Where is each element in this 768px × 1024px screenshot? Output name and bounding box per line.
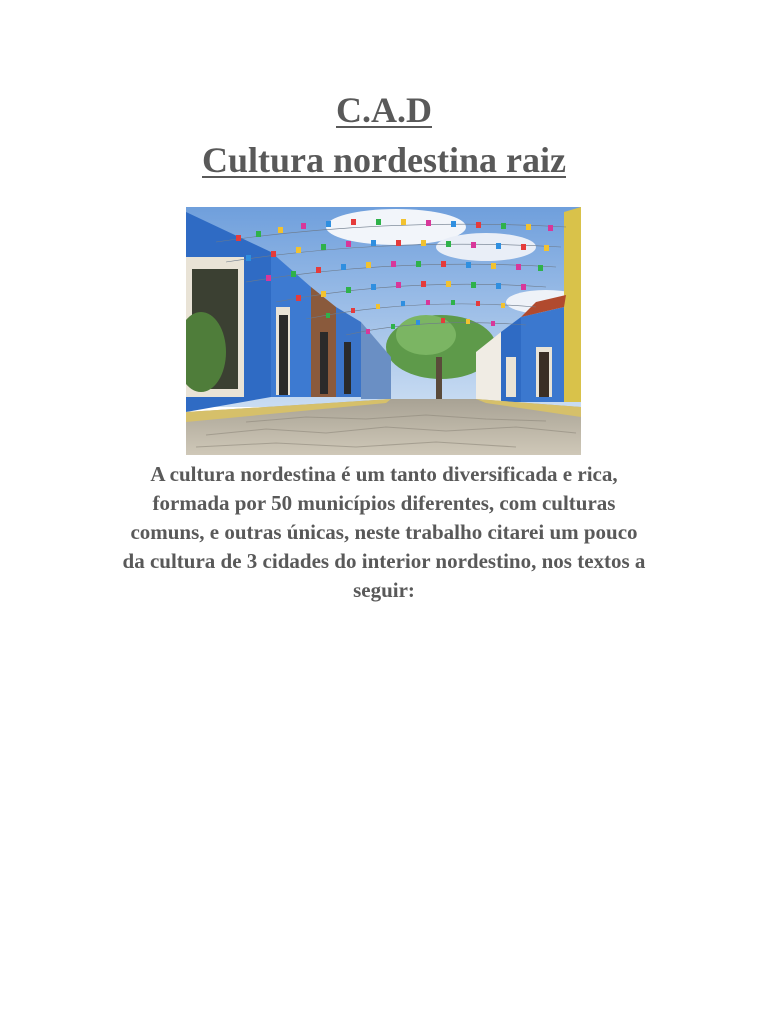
- street-festival-photo: [186, 207, 581, 455]
- paragraph-line: formada por 50 municípios diferentes, com culturas: [152, 491, 616, 515]
- paragraph-line: A cultura nordestina é um tanto diversificada e rica,: [150, 462, 618, 486]
- paragraph-line: seguir:: [353, 578, 415, 602]
- paragraph-line: da cultura de 3 cidades do interior nordestino, nos textos a: [122, 549, 646, 573]
- paragraph-line: comuns, e outras únicas, neste trabalho citarei um pouco: [130, 520, 638, 544]
- intro-paragraph: [88, 460, 680, 605]
- document-title: C.A.D: [336, 90, 432, 130]
- document-subtitle: Cultura nordestina raiz: [202, 140, 566, 180]
